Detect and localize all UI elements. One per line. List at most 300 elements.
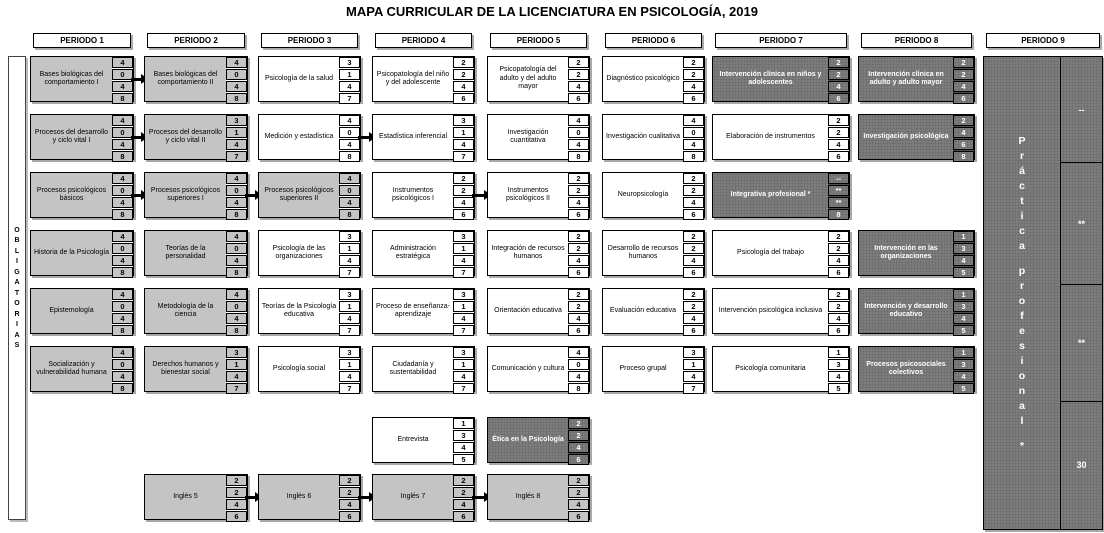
course-name: Intervención clínica en adulto y adulto mayor: [868, 70, 944, 86]
credit-cell: 3: [453, 231, 474, 242]
course-name: Investigación cuantitativa: [507, 128, 549, 144]
credit-cell: 4: [453, 81, 474, 92]
credit-cell: 4: [112, 371, 133, 382]
credit-cell: 7: [453, 151, 474, 162]
credit-cell: 6: [568, 267, 589, 278]
credit-cell: 1: [339, 69, 360, 80]
credit-column: [568, 231, 589, 275]
credit-cell: 4: [226, 197, 247, 208]
credit-cell: 6: [683, 93, 704, 104]
course-name: Metodología de la ciencia: [157, 302, 214, 318]
course-box: [30, 230, 134, 276]
credit-cell: 7: [226, 383, 247, 394]
credit-column: [226, 289, 247, 333]
credit-cell: 2: [953, 115, 974, 126]
credit-cell: 2: [568, 487, 589, 498]
credit-cell: 2: [339, 487, 360, 498]
credit-cell: 2: [453, 57, 474, 68]
credit-cell: 7: [683, 383, 704, 394]
credit-cell: 2: [683, 243, 704, 254]
course-name: Ciudadanía y sustentabilidad: [389, 360, 437, 376]
credit-cell: 8: [226, 267, 247, 278]
credit-cell: 2: [828, 243, 849, 254]
course-box: [144, 474, 248, 520]
course-box: [712, 288, 850, 334]
credit-column: [568, 418, 589, 462]
credit-cell: 4: [226, 231, 247, 242]
credit-cell: 7: [226, 151, 247, 162]
credit-column: [453, 231, 474, 275]
credit-column: [226, 347, 247, 391]
credit-cell: 1: [339, 301, 360, 312]
credit-cell: 1: [453, 243, 474, 254]
credit-column: [683, 57, 704, 101]
course-box: [30, 288, 134, 334]
credit-cell: 4: [339, 81, 360, 92]
credit-cell: 3: [453, 430, 474, 441]
credit-cell: 8: [112, 383, 133, 394]
credit-cell: 6: [683, 325, 704, 336]
sidebar-letter: A: [14, 331, 20, 339]
credit-cell: 2: [828, 289, 849, 300]
course-name: Intervención y desarrollo educativo: [864, 302, 948, 318]
course-name: Epistemología: [49, 306, 94, 314]
credit-cell: 4: [683, 115, 704, 126]
credit-column: [339, 475, 360, 519]
credit-column: [226, 231, 247, 275]
credit-cell: **: [828, 197, 849, 208]
credit-cell: 5: [453, 454, 474, 465]
course-name: Administración estratégica: [390, 244, 436, 260]
credit-cell: **: [828, 185, 849, 196]
credit-cell: 8: [226, 93, 247, 104]
course-name: Bases biológicas del comportamiento II: [153, 70, 218, 86]
credit-cell: 0: [112, 359, 133, 370]
credit-cell: 2: [683, 301, 704, 312]
credit-cell: 4: [339, 115, 360, 126]
credit-cell: 0: [226, 185, 247, 196]
sidebar-letter: A: [14, 279, 20, 287]
sidebar-letter: L: [14, 247, 20, 255]
course-box: [487, 56, 590, 102]
credit-cell: 7: [339, 267, 360, 278]
credit-cell: 1: [226, 359, 247, 370]
credit-cell: 0: [226, 69, 247, 80]
credit-cell: 0: [112, 185, 133, 196]
credit-column: [828, 115, 849, 159]
course-box: [487, 417, 590, 463]
credit-cell: 2: [568, 231, 589, 242]
course-box: [487, 474, 590, 520]
credit-cell: 8: [226, 209, 247, 220]
course-name: Psicología social: [272, 364, 326, 372]
credit-cell: 4: [683, 255, 704, 266]
sidebar-letter: G: [14, 268, 20, 276]
practica-letter: c: [1019, 179, 1025, 192]
credit-cell: 3: [339, 347, 360, 358]
practica-credit-cell: **: [1061, 285, 1102, 402]
period-header-2: PERIODO 2: [147, 33, 245, 48]
course-box: [602, 230, 705, 276]
practica-letter: o: [1018, 369, 1026, 382]
credit-cell: 2: [828, 69, 849, 80]
course-box: [602, 288, 705, 334]
course-box: [144, 346, 248, 392]
credit-column: [453, 418, 474, 462]
credit-cell: 6: [828, 267, 849, 278]
credit-column: [339, 173, 360, 217]
credit-cell: 2: [828, 127, 849, 138]
credit-cell: --: [828, 173, 849, 184]
period-header-8: PERIODO 8: [861, 33, 972, 48]
credit-cell: 4: [339, 139, 360, 150]
credit-cell: 7: [339, 325, 360, 336]
credit-cell: 6: [828, 325, 849, 336]
credit-column: [953, 289, 974, 333]
course-name: Intervención en las organizaciones: [874, 244, 938, 260]
credit-cell: 4: [953, 255, 974, 266]
course-name: Psicología comunitaria: [735, 364, 806, 372]
credit-column: [568, 115, 589, 159]
credit-column: [953, 231, 974, 275]
credit-cell: 4: [112, 115, 133, 126]
credit-cell: 2: [683, 185, 704, 196]
course-name: Procesos psicológicos superiores I: [150, 186, 221, 202]
credit-column: [828, 173, 849, 217]
course-name: Inglés 6: [286, 492, 312, 500]
credit-cell: 2: [953, 69, 974, 80]
course-name: Psicología de la salud: [264, 74, 334, 82]
credit-cell: 2: [568, 430, 589, 441]
course-name: Integrativa profesional *: [730, 190, 811, 198]
practica-letter: o: [1018, 294, 1026, 307]
credit-cell: 5: [953, 325, 974, 336]
credit-cell: 1: [953, 231, 974, 242]
credit-cell: 2: [683, 231, 704, 242]
practica-letter: i: [1020, 209, 1024, 222]
credit-column: [828, 289, 849, 333]
course-box: [258, 172, 361, 218]
credit-cell: 4: [112, 197, 133, 208]
course-box: [602, 172, 705, 218]
credit-cell: 4: [226, 255, 247, 266]
sidebar-letter: O: [14, 300, 20, 308]
course-name: Comunicación y cultura: [491, 364, 565, 372]
practica-profesional-box: [983, 56, 1103, 530]
credit-cell: 4: [226, 139, 247, 150]
credit-cell: 4: [828, 313, 849, 324]
credit-cell: 3: [453, 347, 474, 358]
credit-cell: 2: [683, 173, 704, 184]
practica-letter: l: [1020, 414, 1024, 427]
practica-vertical-label: [984, 57, 1060, 529]
credit-cell: 8: [112, 267, 133, 278]
credit-cell: 1: [953, 289, 974, 300]
credit-cell: 2: [953, 57, 974, 68]
credit-column: [453, 115, 474, 159]
credit-cell: 6: [683, 267, 704, 278]
credit-cell: 3: [953, 359, 974, 370]
credit-cell: 4: [112, 347, 133, 358]
credit-cell: 1: [339, 359, 360, 370]
course-name: Procesos psicológicos superiores II: [264, 186, 334, 202]
credit-cell: 4: [339, 197, 360, 208]
credit-cell: 4: [953, 81, 974, 92]
practica-letter: r: [1019, 149, 1025, 162]
credit-cell: 6: [339, 511, 360, 522]
practica-letter: s: [1019, 339, 1025, 352]
credit-column: [453, 289, 474, 333]
course-box: [258, 230, 361, 276]
course-name: Instrumentos psicológicos II: [506, 186, 550, 202]
credit-cell: 4: [112, 255, 133, 266]
credit-cell: 2: [226, 475, 247, 486]
credit-column: [226, 475, 247, 519]
credit-column: [568, 173, 589, 217]
credit-cell: 2: [568, 301, 589, 312]
credit-column: [112, 57, 133, 101]
course-box: [487, 114, 590, 160]
credit-cell: 2: [568, 57, 589, 68]
credit-column: [339, 115, 360, 159]
course-box: [372, 172, 475, 218]
credit-cell: 8: [568, 383, 589, 394]
credit-cell: 4: [568, 313, 589, 324]
course-box: [144, 56, 248, 102]
course-name: Intervención clínica en niños y adolescentes: [719, 70, 822, 86]
credit-cell: 8: [112, 151, 133, 162]
credit-column: [112, 115, 133, 159]
practica-letter: e: [1019, 324, 1025, 337]
credit-cell: 4: [112, 81, 133, 92]
course-name: Teorías de la Psicología educativa: [261, 302, 337, 318]
credit-cell: 6: [568, 93, 589, 104]
course-box: [858, 346, 975, 392]
credit-cell: 7: [339, 93, 360, 104]
credit-cell: 2: [453, 185, 474, 196]
course-box: [372, 114, 475, 160]
credit-cell: 4: [568, 115, 589, 126]
obligatorias-strip: [8, 56, 26, 520]
period-header-4: PERIODO 4: [375, 33, 472, 48]
credit-cell: 4: [339, 313, 360, 324]
course-box: [858, 114, 975, 160]
credit-cell: 4: [453, 255, 474, 266]
credit-cell: 4: [568, 442, 589, 453]
credit-column: [828, 231, 849, 275]
credit-column: [568, 475, 589, 519]
course-box: [372, 474, 475, 520]
credit-cell: 8: [226, 325, 247, 336]
practica-credit-cell: **: [1061, 163, 1102, 285]
credit-cell: 0: [568, 359, 589, 370]
credit-cell: 2: [568, 69, 589, 80]
credit-cell: 1: [453, 359, 474, 370]
course-name: Integración de recursos humanos: [491, 244, 565, 260]
period-header-3: PERIODO 3: [261, 33, 358, 48]
credit-cell: 1: [828, 347, 849, 358]
credit-cell: 2: [683, 69, 704, 80]
credit-cell: 4: [683, 371, 704, 382]
practica-letter: t: [1020, 194, 1024, 207]
credit-column: [568, 57, 589, 101]
course-box: [144, 230, 248, 276]
credit-cell: 8: [568, 151, 589, 162]
sidebar-letter: T: [14, 289, 20, 297]
period-header-1: PERIODO 1: [33, 33, 131, 48]
course-box: [712, 172, 850, 218]
course-name: Procesos psicosociales colectivos: [866, 360, 946, 376]
practica-letter: P: [1018, 134, 1026, 147]
credit-cell: 4: [226, 499, 247, 510]
credit-cell: 4: [683, 197, 704, 208]
credit-cell: 2: [226, 487, 247, 498]
credit-cell: 2: [828, 115, 849, 126]
course-name: Orientación educativa: [494, 306, 562, 314]
credit-cell: 8: [112, 209, 133, 220]
credit-cell: 0: [112, 243, 133, 254]
credit-cell: 4: [953, 313, 974, 324]
credit-cell: 6: [683, 209, 704, 220]
credit-column: [339, 289, 360, 333]
credit-cell: 6: [226, 511, 247, 522]
credit-cell: 2: [568, 185, 589, 196]
credit-cell: 4: [453, 197, 474, 208]
credit-column: [112, 289, 133, 333]
course-box: [30, 56, 134, 102]
credit-column: [339, 231, 360, 275]
credit-cell: 2: [453, 173, 474, 184]
credit-cell: 4: [568, 347, 589, 358]
credit-cell: 3: [683, 347, 704, 358]
course-box: [372, 346, 475, 392]
course-name: Inglés 7: [400, 492, 426, 500]
credit-cell: 4: [453, 442, 474, 453]
course-box: [144, 114, 248, 160]
credit-column: [112, 347, 133, 391]
credit-cell: 4: [226, 57, 247, 68]
course-name: Bases biológicas del comportamiento I: [39, 70, 104, 86]
course-box: [372, 230, 475, 276]
credit-cell: 2: [683, 57, 704, 68]
credit-cell: 4: [828, 81, 849, 92]
credit-cell: 4: [112, 289, 133, 300]
credit-cell: 4: [828, 139, 849, 150]
course-name: Procesos psicológicos básicos: [36, 186, 107, 202]
credit-cell: 3: [953, 243, 974, 254]
credit-cell: 3: [339, 231, 360, 242]
course-name: Investigación cualitativa: [606, 132, 680, 140]
credit-cell: 2: [453, 487, 474, 498]
credit-column: [683, 347, 704, 391]
credit-cell: 4: [112, 173, 133, 184]
course-box: [372, 417, 475, 463]
credit-cell: 4: [453, 371, 474, 382]
credit-cell: 1: [453, 418, 474, 429]
practica-letter: a: [1019, 239, 1025, 252]
course-name: Procesos del desarrollo y ciclo vital II: [148, 128, 223, 144]
course-name: Elaboración de instrumentos: [726, 132, 815, 140]
credit-cell: 0: [112, 69, 133, 80]
credit-column: [683, 289, 704, 333]
credit-cell: 8: [339, 151, 360, 162]
credit-cell: 8: [339, 209, 360, 220]
credit-cell: 0: [339, 185, 360, 196]
course-box: [712, 230, 850, 276]
credit-cell: 4: [683, 139, 704, 150]
credit-column: [453, 347, 474, 391]
sidebar-letter: B: [14, 237, 20, 245]
credit-cell: 4: [112, 57, 133, 68]
course-name: Socialización y vulnerabilidad humana: [36, 360, 107, 376]
credit-cell: 6: [953, 93, 974, 104]
course-box: [372, 288, 475, 334]
period-header-5: PERIODO 5: [490, 33, 587, 48]
course-name: Psicología del trabajo: [737, 248, 804, 256]
credit-cell: 2: [453, 69, 474, 80]
course-name: Teorías de la personalidad: [165, 244, 206, 260]
course-name: Investigación psicológica: [863, 132, 949, 140]
credit-cell: 4: [568, 81, 589, 92]
credit-cell: 4: [226, 313, 247, 324]
credit-column: [683, 231, 704, 275]
credit-column: [226, 173, 247, 217]
credit-column: [953, 347, 974, 391]
credit-column: [339, 57, 360, 101]
credit-cell: 2: [568, 475, 589, 486]
credit-cell: 1: [226, 127, 247, 138]
practica-credit-cell: --: [1061, 57, 1102, 163]
credit-cell: 4: [568, 499, 589, 510]
course-name: Neuropsicología: [617, 190, 669, 198]
credit-column: [828, 57, 849, 101]
course-name: Evaluación educativa: [609, 306, 677, 314]
credit-cell: 4: [339, 255, 360, 266]
course-box: [144, 172, 248, 218]
credit-cell: 1: [453, 301, 474, 312]
credit-cell: 3: [953, 301, 974, 312]
course-name: Medición y estadística: [264, 132, 334, 140]
credit-column: [339, 347, 360, 391]
credit-column: [568, 347, 589, 391]
credit-cell: 2: [339, 475, 360, 486]
practica-credit-cell: 30: [1076, 460, 1087, 471]
credit-cell: 2: [683, 289, 704, 300]
credit-cell: 4: [453, 139, 474, 150]
course-name: Psicología de las organizaciones: [272, 244, 326, 260]
credit-cell: 4: [453, 499, 474, 510]
credit-cell: 6: [828, 151, 849, 162]
course-box: [30, 346, 134, 392]
sidebar-letter: S: [14, 342, 20, 350]
credit-cell: 2: [568, 418, 589, 429]
credit-cell: 3: [828, 359, 849, 370]
credit-cell: 3: [339, 289, 360, 300]
course-name: Estadística inferencial: [378, 132, 448, 140]
practica-credit-column: [1060, 57, 1102, 529]
credit-column: [683, 173, 704, 217]
credit-cell: 0: [683, 127, 704, 138]
course-box: [712, 114, 850, 160]
credit-cell: 6: [828, 93, 849, 104]
credit-cell: 4: [112, 139, 133, 150]
course-box: [30, 114, 134, 160]
course-name: Inglés 8: [515, 492, 541, 500]
course-box: [487, 288, 590, 334]
course-box: [258, 474, 361, 520]
practica-letter: p: [1018, 264, 1026, 277]
course-box: [258, 114, 361, 160]
